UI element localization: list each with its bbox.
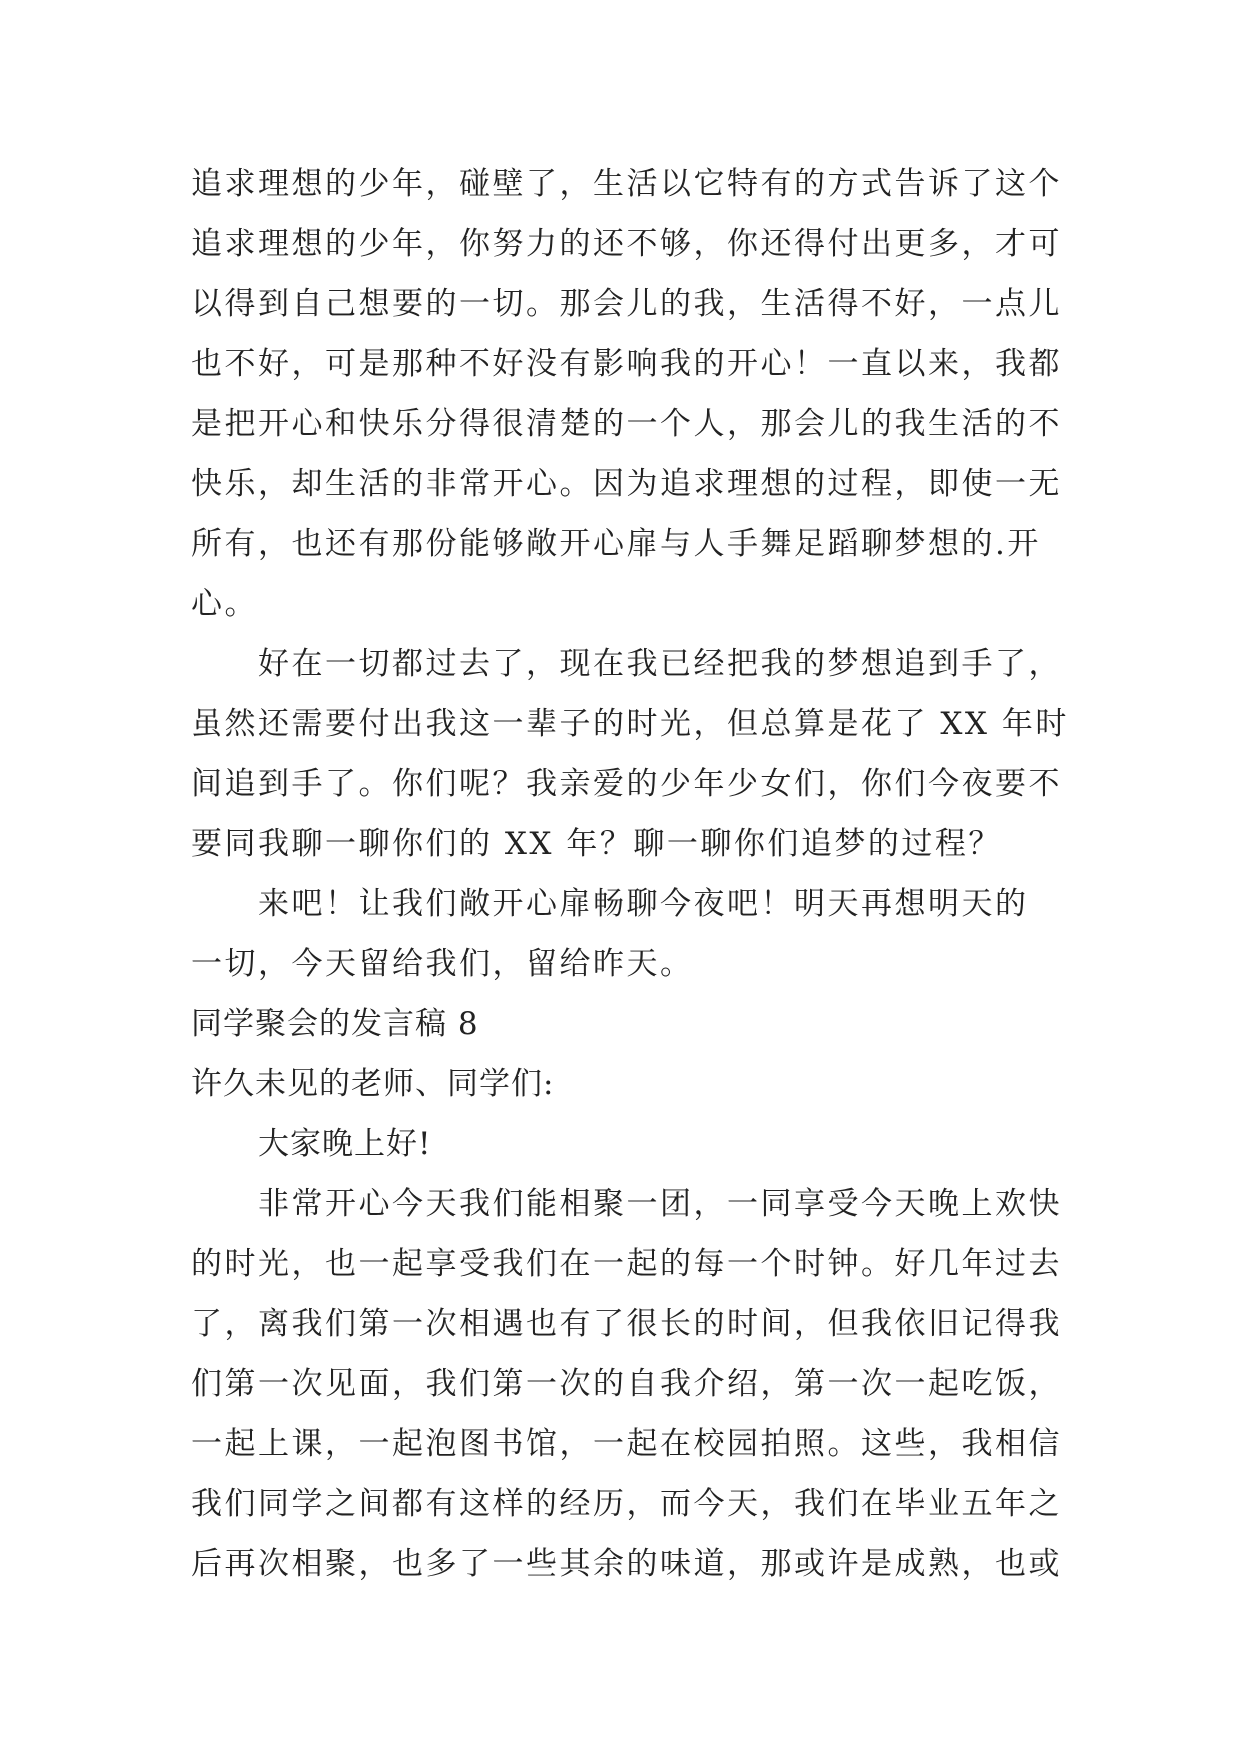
text-line: 心。 — [191, 586, 258, 622]
text-line: 要同我聊一聊你们的 XX 年？聊一聊你们追梦的过程？ — [191, 826, 1002, 862]
section-heading: 同学聚会的发言稿 8 — [191, 1006, 479, 1042]
text-line: 我们同学之间都有这样的经历，而今天，我们在毕业五年之 — [191, 1486, 1062, 1522]
text-line: 虽然还需要付出我这一辈子的时光，但总算是花了 XX 年时 — [191, 706, 1069, 742]
text-line: 快乐，却生活的非常开心。因为追求理想的过程，即使一无 — [191, 466, 1062, 502]
text-line: 一切，今天留给我们，留给昨天。 — [191, 946, 694, 982]
text-line: 追求理想的少年，你努力的还不够，你还得付出更多，才可 — [191, 226, 1062, 262]
text-line: 间追到手了。你们呢？我亲爱的少年少女们，你们今夜要不 — [191, 766, 1062, 802]
text-line: 了，离我们第一次相遇也有了很长的时间，但我依旧记得我 — [191, 1306, 1062, 1342]
greeting: 大家晚上好! — [258, 1126, 432, 1162]
text-line: 后再次相聚，也多了一些其余的味道，那或许是成熟，也或 — [191, 1546, 1062, 1582]
text-line: 的时光，也一起享受我们在一起的每一个时钟。好几年过去 — [191, 1246, 1062, 1282]
text-line: 所有，也还有那份能够敞开心扉与人手舞足蹈聊梦想的.开 — [191, 526, 1041, 562]
text-line: 是把开心和快乐分得很清楚的一个人，那会儿的我生活的不 — [191, 406, 1062, 442]
text-line: 一起上课，一起泡图书馆，一起在校园拍照。这些，我相信 — [191, 1426, 1062, 1462]
paragraph-first-line: 好在一切都过去了，现在我已经把我的梦想追到手了， — [258, 646, 1062, 682]
salutation: 许久未见的老师、同学们: — [191, 1066, 555, 1102]
paragraph-first-line: 来吧！让我们敞开心扉畅聊今夜吧！明天再想明天的 — [258, 886, 1029, 922]
paragraph-first-line: 非常开心今天我们能相聚一团，一同享受今天晚上欢快 — [258, 1186, 1062, 1222]
text-line: 追求理想的少年，碰壁了，生活以它特有的方式告诉了这个 — [191, 166, 1062, 202]
text-line: 们第一次见面，我们第一次的自我介绍，第一次一起吃饭， — [191, 1366, 1062, 1402]
text-line: 也不好，可是那种不好没有影响我的开心！一直以来，我都 — [191, 346, 1062, 382]
text-line: 以得到自己想要的一切。那会儿的我，生活得不好，一点儿 — [191, 286, 1062, 322]
